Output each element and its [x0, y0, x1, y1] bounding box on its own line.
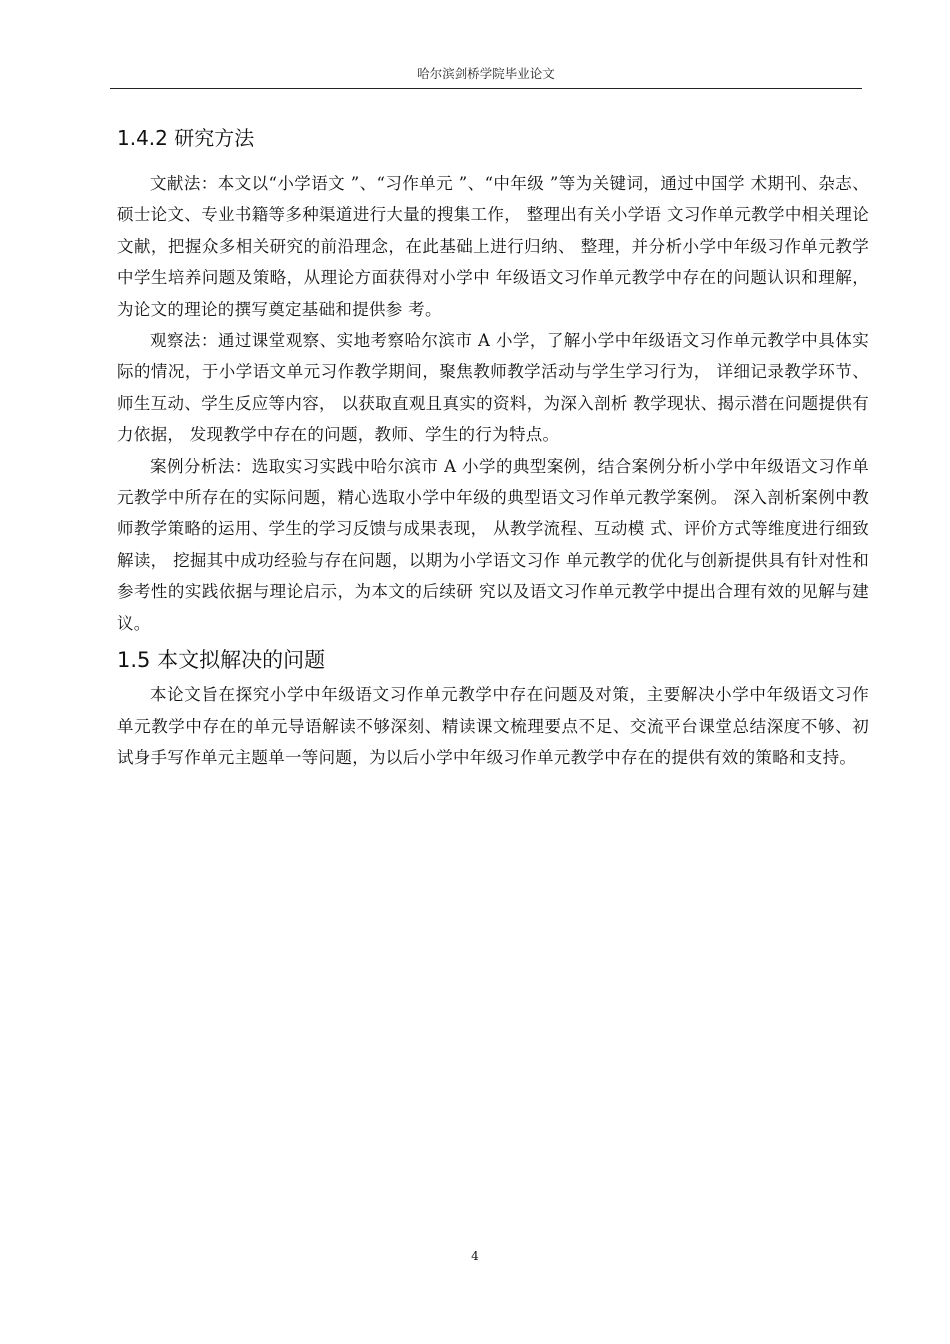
document-body	[117, 120, 869, 773]
paragraph-literature-method: 文献法：本文以“小学语文 ”、“习作单元 ”、“中年级 ”等为关键词，通过中国学 术期刊、杂志、硕士论文、专业书籍等多种渠道进行大量的搜集工作， 整理出有关小学语 文习作单元教学中相关理论文献，把握众多相关研究的前沿理念，在此基础上进行归纳、 整理，并分析小学中年级习作单元教学中学生培养问题及策略，从理论方面获得对小学中 年级语文习作单元教学中存在的问题认识和理解，为论文的理论的撰写奠定基础和提供参 考。	[117, 174, 869, 319]
section-heading-1-4-2: 1.4.2 研究方法	[117, 126, 255, 150]
header-title: 哈尔滨剑桥学院毕业论文	[417, 66, 555, 81]
paragraph-case-analysis-method: 案例分析法：选取实习实践中哈尔滨市 A 小学的典型案例，结合案例分析小学中年级语文习作单元教学中所存在的实际问题，精心选取小学中年级的典型语文习作单元教学案例。 深入剖析案例中教师教学策略的运用、学生的学习反馈与成果表现， 从教学流程、互动模 式、评价方式等维度进行细致解读， 挖掘其中成功经验与存在问题，以期为小学语文习作 单元教学的优化与创新提供具有针对性和参考性的实践依据与理论启示，为本文的后续研 究以及语文习作单元教学中提出合理有效的见解与建议。	[117, 456, 869, 633]
paragraph-problems-to-solve: 本论文旨在探究小学中年级语文习作单元教学中存在问题及对策，主要解决小学中年级语文习作单元教学中存在的单元导语解读不够深刻、精读课文梳理要点不足、交流平台课堂总结深度不够、初试身手写作单元主题单一等问题，为以后小学中年级习作单元教学中存在的提供有效的策略和支持。	[117, 685, 869, 767]
section-heading-1-5: 1.5 本文拟解决的问题	[117, 648, 326, 673]
paragraph-observation-method: 观察法：通过课堂观察、实地考察哈尔滨市 A 小学，了解小学中年级语文习作单元教学中具体实际的情况，于小学语文单元习作教学期间，聚焦教师教学活动与学生学习行为， 详细记录教学环节、师生互动、学生反应等内容， 以获取直观且真实的资料，为深入剖析 教学现状、揭示潜在问题提供有力依据， 发现教学中存在的问题，教师、学生的行为特点。	[117, 331, 869, 445]
page-number: 4	[471, 1249, 479, 1263]
page-header	[110, 64, 862, 89]
